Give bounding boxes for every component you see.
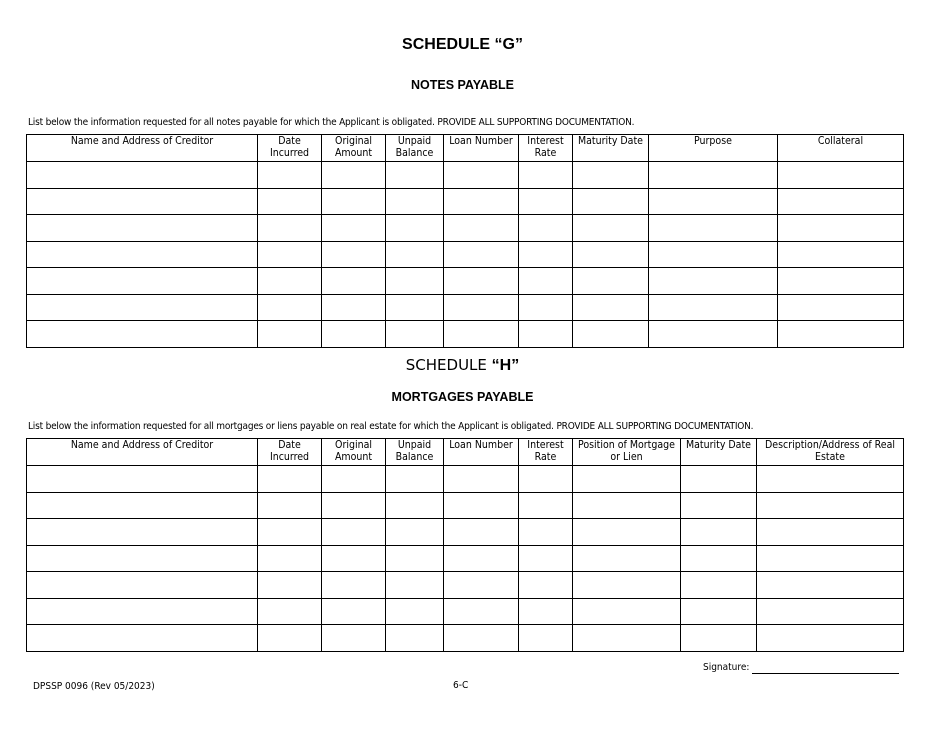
table-cell-input[interactable] <box>27 492 258 519</box>
table-cell-input[interactable] <box>519 625 573 652</box>
table-cell-input[interactable] <box>322 268 386 295</box>
table-cell-input[interactable] <box>322 188 386 215</box>
table-cell-input[interactable] <box>681 519 757 546</box>
table-row <box>27 598 904 625</box>
table-cell-input[interactable] <box>258 294 322 321</box>
form-id: DPSSP 0096 (Rev 05/2023) <box>33 681 155 692</box>
schedule-h-subtitle: MORTGAGES PAYABLE <box>391 390 534 404</box>
table-cell-input[interactable] <box>573 162 649 189</box>
column-header: Date Incurred <box>258 135 322 162</box>
table-cell-input[interactable] <box>649 188 778 215</box>
table-cell-input[interactable] <box>322 519 386 546</box>
table-cell-input[interactable] <box>573 598 681 625</box>
table-cell-input[interactable] <box>757 545 904 572</box>
schedule-g-title: SCHEDULE “G” <box>402 36 523 53</box>
table-cell-input[interactable] <box>573 625 681 652</box>
table-cell-input[interactable] <box>27 598 258 625</box>
table-cell-input[interactable] <box>444 188 519 215</box>
table-cell-input[interactable] <box>444 215 519 242</box>
table-cell-input[interactable] <box>258 268 322 295</box>
column-header: Collateral <box>778 135 904 162</box>
column-header: Interest Rate <box>519 439 573 466</box>
table-cell-input[interactable] <box>519 519 573 546</box>
table-cell-input[interactable] <box>322 215 386 242</box>
table-cell-input[interactable] <box>386 519 444 546</box>
schedule-h-title-prefix: SCHEDULE <box>405 356 492 374</box>
column-header: Name and Address of Creditor <box>27 135 258 162</box>
table-cell-input[interactable] <box>444 162 519 189</box>
table-cell-input[interactable] <box>444 625 519 652</box>
table-cell-input[interactable] <box>573 294 649 321</box>
table-row <box>27 519 904 546</box>
table-cell-input[interactable] <box>258 625 322 652</box>
column-header: Loan Number <box>444 135 519 162</box>
page-number: 6-C <box>453 680 469 691</box>
table-cell-input[interactable] <box>778 241 904 268</box>
table-cell-input[interactable] <box>322 162 386 189</box>
table-cell-input[interactable] <box>573 492 681 519</box>
table-cell-input[interactable] <box>386 598 444 625</box>
table-cell-input[interactable] <box>258 321 322 348</box>
table-cell-input[interactable] <box>573 545 681 572</box>
table-cell-input[interactable] <box>386 466 444 493</box>
schedule-g-instructions: List below the information requested for all notes payable for which the Applicant is obligated. PROVIDE ALL SUPPORTING DOCUMENTATION. <box>28 117 635 128</box>
table-cell-input[interactable] <box>757 572 904 599</box>
schedule-h-instructions: List below the information requested for all mortgages or liens payable on real estate for which the Applicant is obligated. PROVIDE ALL SUPPORTING DOCUMENTATION. <box>28 421 754 432</box>
table-cell-input[interactable] <box>519 241 573 268</box>
column-header: Original Amount <box>322 135 386 162</box>
table-cell-input[interactable] <box>444 241 519 268</box>
table-cell-input[interactable] <box>27 519 258 546</box>
table-cell-input[interactable] <box>386 625 444 652</box>
table-cell-input[interactable] <box>27 268 258 295</box>
table-cell-input[interactable] <box>444 466 519 493</box>
schedule-h-title <box>0 356 925 375</box>
table-cell-input[interactable] <box>519 545 573 572</box>
table-cell-input[interactable] <box>386 572 444 599</box>
table-row <box>27 572 904 599</box>
column-header: Loan Number <box>444 439 519 466</box>
table-cell-input[interactable] <box>322 466 386 493</box>
table-cell-input[interactable] <box>27 188 258 215</box>
table-cell-input[interactable] <box>519 321 573 348</box>
table-cell-input[interactable] <box>322 598 386 625</box>
signature-field[interactable] <box>752 673 899 674</box>
table-cell-input[interactable] <box>258 519 322 546</box>
column-header: Maturity Date <box>573 135 649 162</box>
table-cell-input[interactable] <box>386 215 444 242</box>
table-row <box>27 545 904 572</box>
table-cell-input[interactable] <box>649 268 778 295</box>
table-cell-input[interactable] <box>757 519 904 546</box>
table-cell-input[interactable] <box>681 466 757 493</box>
table-cell-input[interactable] <box>258 215 322 242</box>
table-cell-input[interactable] <box>778 268 904 295</box>
column-header: Purpose <box>649 135 778 162</box>
table-cell-input[interactable] <box>573 188 649 215</box>
column-header: Date Incurred <box>258 439 322 466</box>
table-cell-input[interactable] <box>757 598 904 625</box>
table-cell-input[interactable] <box>322 572 386 599</box>
table-cell-input[interactable] <box>386 492 444 519</box>
table-cell-input[interactable] <box>519 466 573 493</box>
table-cell-input[interactable] <box>27 215 258 242</box>
column-header: Maturity Date <box>681 439 757 466</box>
table-cell-input[interactable] <box>778 162 904 189</box>
table-cell-input[interactable] <box>258 545 322 572</box>
table-cell-input[interactable] <box>322 492 386 519</box>
table-cell-input[interactable] <box>681 492 757 519</box>
notes-payable-table <box>26 134 904 348</box>
table-cell-input[interactable] <box>444 268 519 295</box>
table-cell-input[interactable] <box>27 466 258 493</box>
table-cell-input[interactable] <box>649 241 778 268</box>
table-row <box>27 466 904 493</box>
column-header: Original Amount <box>322 439 386 466</box>
table-row <box>27 492 904 519</box>
table-cell-input[interactable] <box>573 519 681 546</box>
table-cell-input[interactable] <box>681 545 757 572</box>
table-cell-input[interactable] <box>519 294 573 321</box>
table-cell-input[interactable] <box>322 625 386 652</box>
table-cell-input[interactable] <box>444 519 519 546</box>
column-header: Unpaid Balance <box>386 135 444 162</box>
table-cell-input[interactable] <box>649 294 778 321</box>
table-cell-input[interactable] <box>27 545 258 572</box>
table-cell-input[interactable] <box>778 215 904 242</box>
table-cell-input[interactable] <box>27 572 258 599</box>
table-cell-input[interactable] <box>573 268 649 295</box>
table-cell-input[interactable] <box>681 572 757 599</box>
table-cell-input[interactable] <box>681 598 757 625</box>
table-cell-input[interactable] <box>258 162 322 189</box>
table-cell-input[interactable] <box>778 321 904 348</box>
table-cell-input[interactable] <box>322 294 386 321</box>
table-cell-input[interactable] <box>386 545 444 572</box>
table-cell-input[interactable] <box>258 241 322 268</box>
table-cell-input[interactable] <box>519 215 573 242</box>
table-cell-input[interactable] <box>322 241 386 268</box>
table-cell-input[interactable] <box>258 492 322 519</box>
table-cell-input[interactable] <box>258 598 322 625</box>
table-cell-input[interactable] <box>519 598 573 625</box>
table-cell-input[interactable] <box>27 162 258 189</box>
table-cell-input[interactable] <box>386 162 444 189</box>
table-cell-input[interactable] <box>27 294 258 321</box>
table-cell-input[interactable] <box>519 188 573 215</box>
table-cell-input[interactable] <box>757 466 904 493</box>
table-cell-input[interactable] <box>444 321 519 348</box>
table-cell-input[interactable] <box>778 188 904 215</box>
column-header: Position of Mortgage or Lien <box>573 439 681 466</box>
table-cell-input[interactable] <box>573 572 681 599</box>
table-cell-input[interactable] <box>649 321 778 348</box>
table-cell-input[interactable] <box>757 625 904 652</box>
table-cell-input[interactable] <box>386 294 444 321</box>
mortgages-payable-table <box>26 438 904 652</box>
table-row <box>27 215 904 242</box>
table-cell-input[interactable] <box>444 492 519 519</box>
table-cell-input[interactable] <box>322 545 386 572</box>
table-cell-input[interactable] <box>757 492 904 519</box>
table-cell-input[interactable] <box>681 625 757 652</box>
signature-label: Signature: <box>703 662 750 673</box>
table-cell-input[interactable] <box>258 188 322 215</box>
table-row <box>27 162 904 189</box>
table-cell-input[interactable] <box>27 241 258 268</box>
table-row <box>27 321 904 348</box>
table-cell-input[interactable] <box>258 572 322 599</box>
column-header: Name and Address of Creditor <box>27 439 258 466</box>
table-cell-input[interactable] <box>519 162 573 189</box>
table-cell-input[interactable] <box>778 294 904 321</box>
table-cell-input[interactable] <box>386 321 444 348</box>
table-row <box>27 268 904 295</box>
schedule-g-subtitle: NOTES PAYABLE <box>410 78 515 92</box>
table-cell-input[interactable] <box>519 492 573 519</box>
column-header: Unpaid Balance <box>386 439 444 466</box>
table-cell-input[interactable] <box>444 572 519 599</box>
table-cell-input[interactable] <box>386 241 444 268</box>
column-header: Interest Rate <box>519 135 573 162</box>
table-row <box>27 188 904 215</box>
table-cell-input[interactable] <box>519 572 573 599</box>
table-cell-input[interactable] <box>444 545 519 572</box>
table-cell-input[interactable] <box>27 321 258 348</box>
table-cell-input[interactable] <box>573 321 649 348</box>
table-cell-input[interactable] <box>27 625 258 652</box>
column-header: Description/Address of Real Estate <box>757 439 904 466</box>
schedule-h-title-letter: “H” <box>491 357 520 374</box>
table-row <box>27 625 904 652</box>
table-cell-input[interactable] <box>573 241 649 268</box>
table-cell-input[interactable] <box>649 215 778 242</box>
table-cell-input[interactable] <box>573 215 649 242</box>
table-cell-input[interactable] <box>444 294 519 321</box>
table-cell-input[interactable] <box>649 162 778 189</box>
table-cell-input[interactable] <box>386 268 444 295</box>
table-row <box>27 294 904 321</box>
table-cell-input[interactable] <box>573 466 681 493</box>
table-cell-input[interactable] <box>386 188 444 215</box>
table-cell-input[interactable] <box>322 321 386 348</box>
table-cell-input[interactable] <box>258 466 322 493</box>
table-cell-input[interactable] <box>444 598 519 625</box>
table-cell-input[interactable] <box>519 268 573 295</box>
table-row <box>27 241 904 268</box>
